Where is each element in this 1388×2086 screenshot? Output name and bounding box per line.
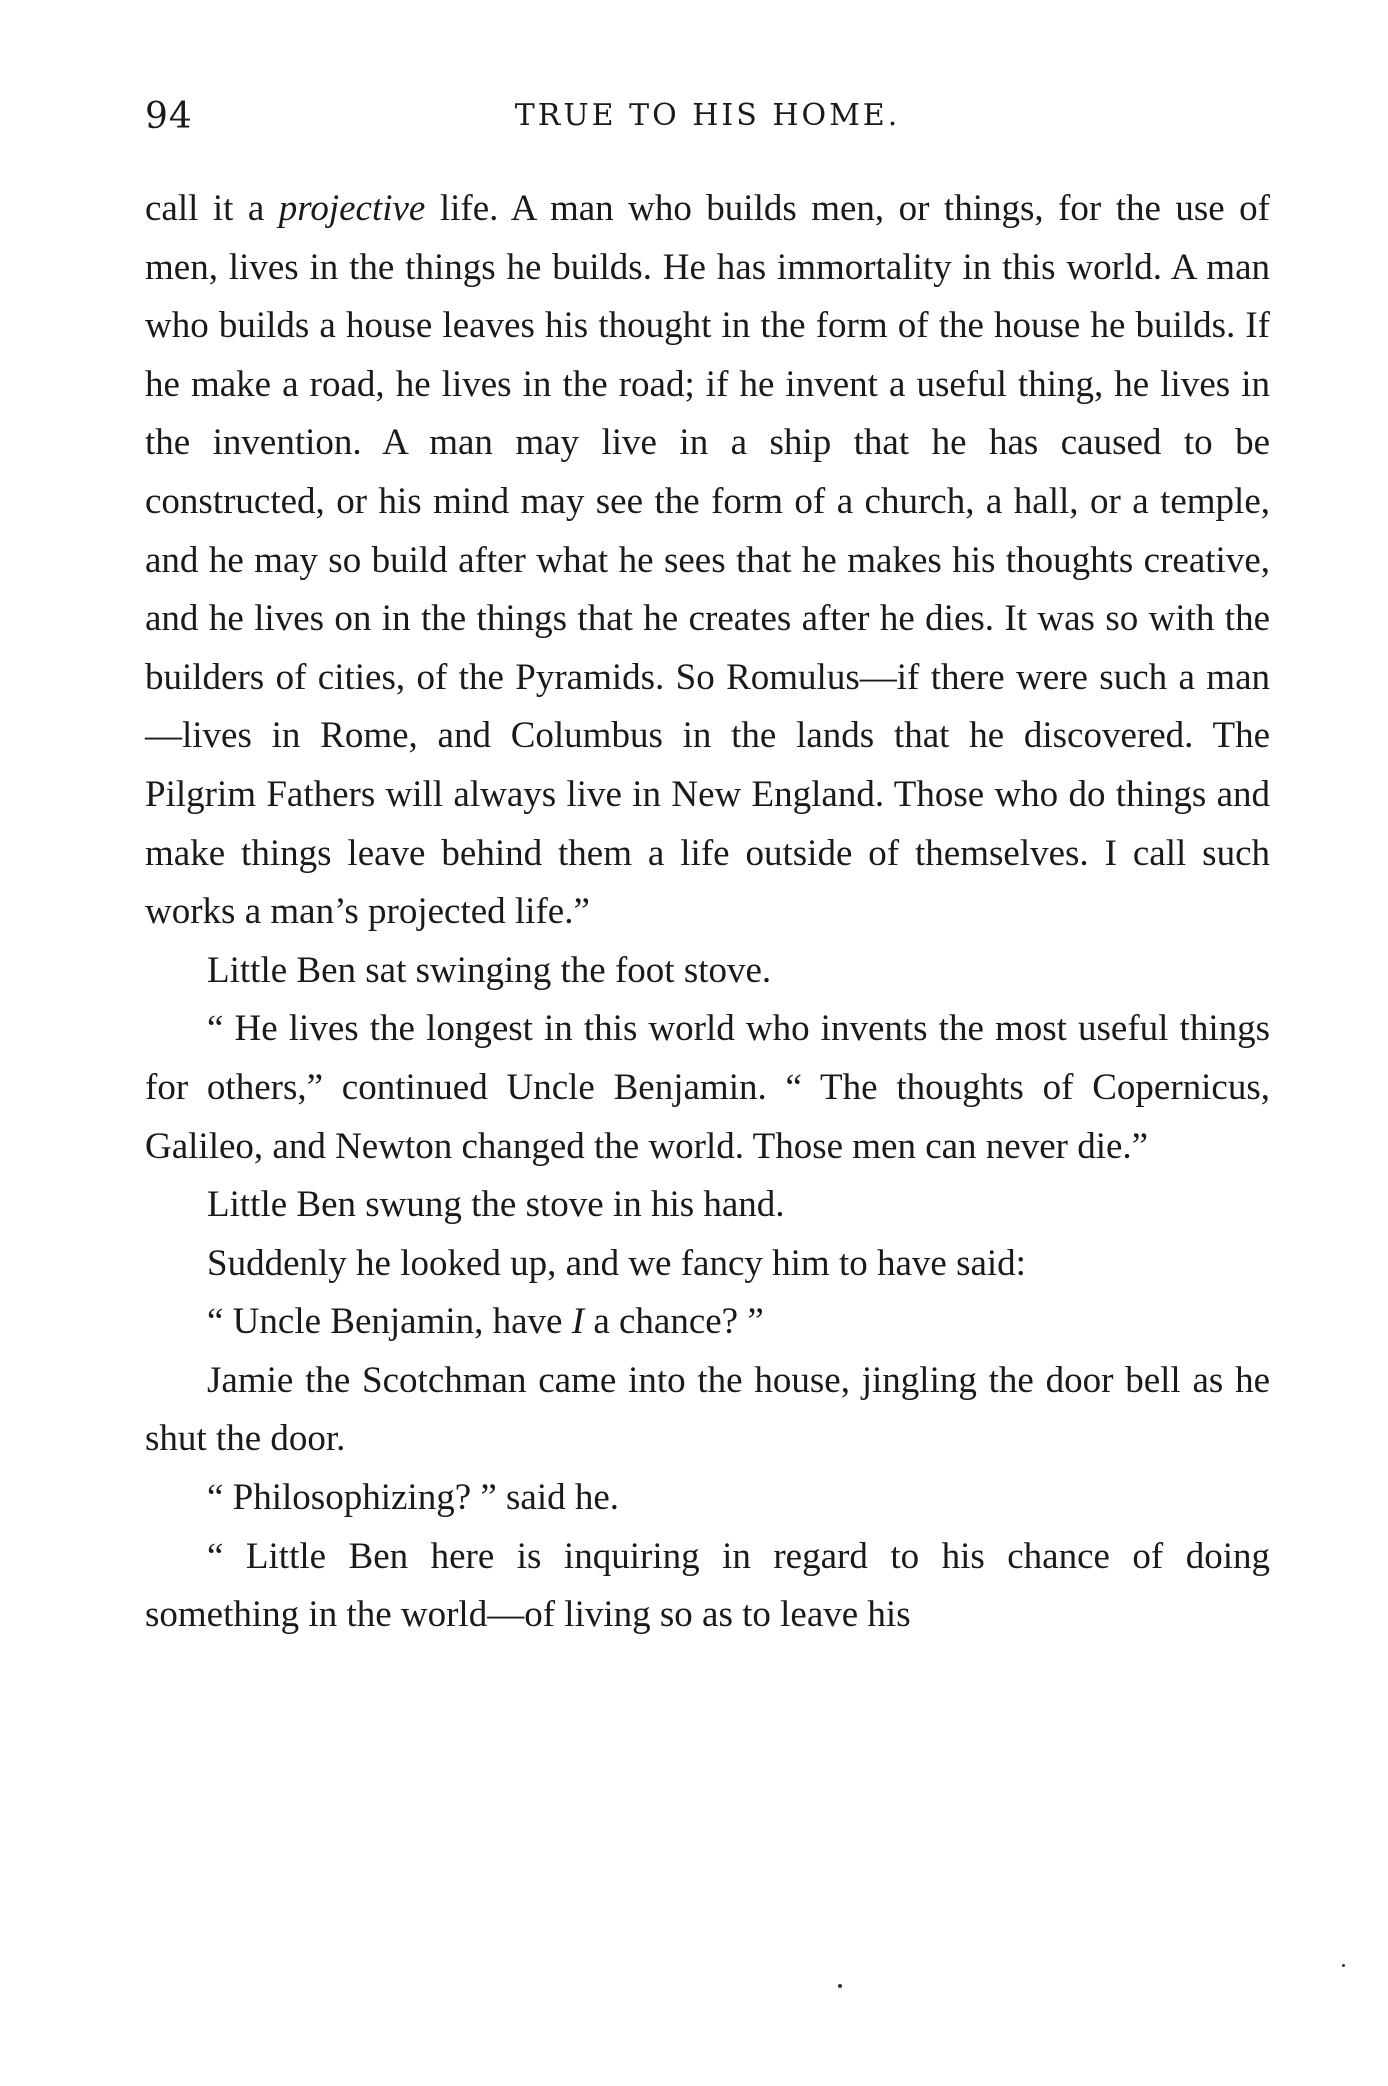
paragraph-2: Little Ben sat swinging the foot stove. — [207, 949, 772, 991]
paragraph-5: Suddenly he looked up, and we fancy him to have said: — [207, 1242, 1026, 1284]
paragraph-8: “ Philosophizing? ” said he. — [207, 1477, 620, 1519]
paragraph-1-text-b: life. A man who builds men, or things, for the use of men, lives in the things he builds. He has immortality in this world. A man who builds a house leaves his thought in the form of the house he builds. If he make a road, he lives in the road; if he invent a useful thing, he lives in the invention. A man may live in a ship that he has caused to be constructed, or his mind may see the form of a church, a hall, or a temple, and he may so build after what he sees that he makes his thoughts creative, and he lives on in the things that he creates after he dies. It was so with the builders of cities, of the Pyramids. So Romulus—if there were such a man—lives in Rome, and Columbus in the lands that he discovered. The Pilgrim Fathers will always live in New England. Those who do things and make things leave behind them a life outside of themselves. I call such works a man’s projected life.” — [145, 188, 1270, 933]
body-text — [145, 180, 1270, 1645]
paragraph-4: Little Ben swung the stove in his hand. — [207, 1184, 785, 1226]
paragraph-6-emphasis: I — [571, 1301, 585, 1343]
paragraph-continued — [145, 180, 1270, 942]
ink-speck — [838, 1984, 842, 1988]
paragraph-9: “ Little Ben here is inquiring in regard to his chance of doing something in the world—of living so as to leave his — [145, 1535, 1270, 1636]
paragraph-1-text-a: call it a — [145, 188, 279, 229]
paragraph-6 — [145, 1293, 1270, 1352]
paragraph-1-emphasis: projective — [278, 188, 426, 229]
running-title: TRUE TO HIS HOME. — [514, 98, 901, 133]
ink-speck — [1342, 1964, 1345, 1967]
paragraph-3: “ He lives the longest in this world who invents the most useful things for others,” continued Uncle Benjamin. “ The thoughts of Copernicus, Galileo, and Newton changed the world. Those men can never die.” — [145, 1008, 1270, 1167]
paragraph-6-text-b: a chance? ” — [584, 1301, 764, 1343]
running-header — [145, 96, 1270, 146]
paragraph-6-text-a: “ Uncle Benjamin, have — [207, 1301, 572, 1343]
paragraph-7: Jamie the Scotchman came into the house, jingling the door bell as he shut the door. — [145, 1359, 1270, 1460]
page-number: 94 — [145, 96, 193, 137]
